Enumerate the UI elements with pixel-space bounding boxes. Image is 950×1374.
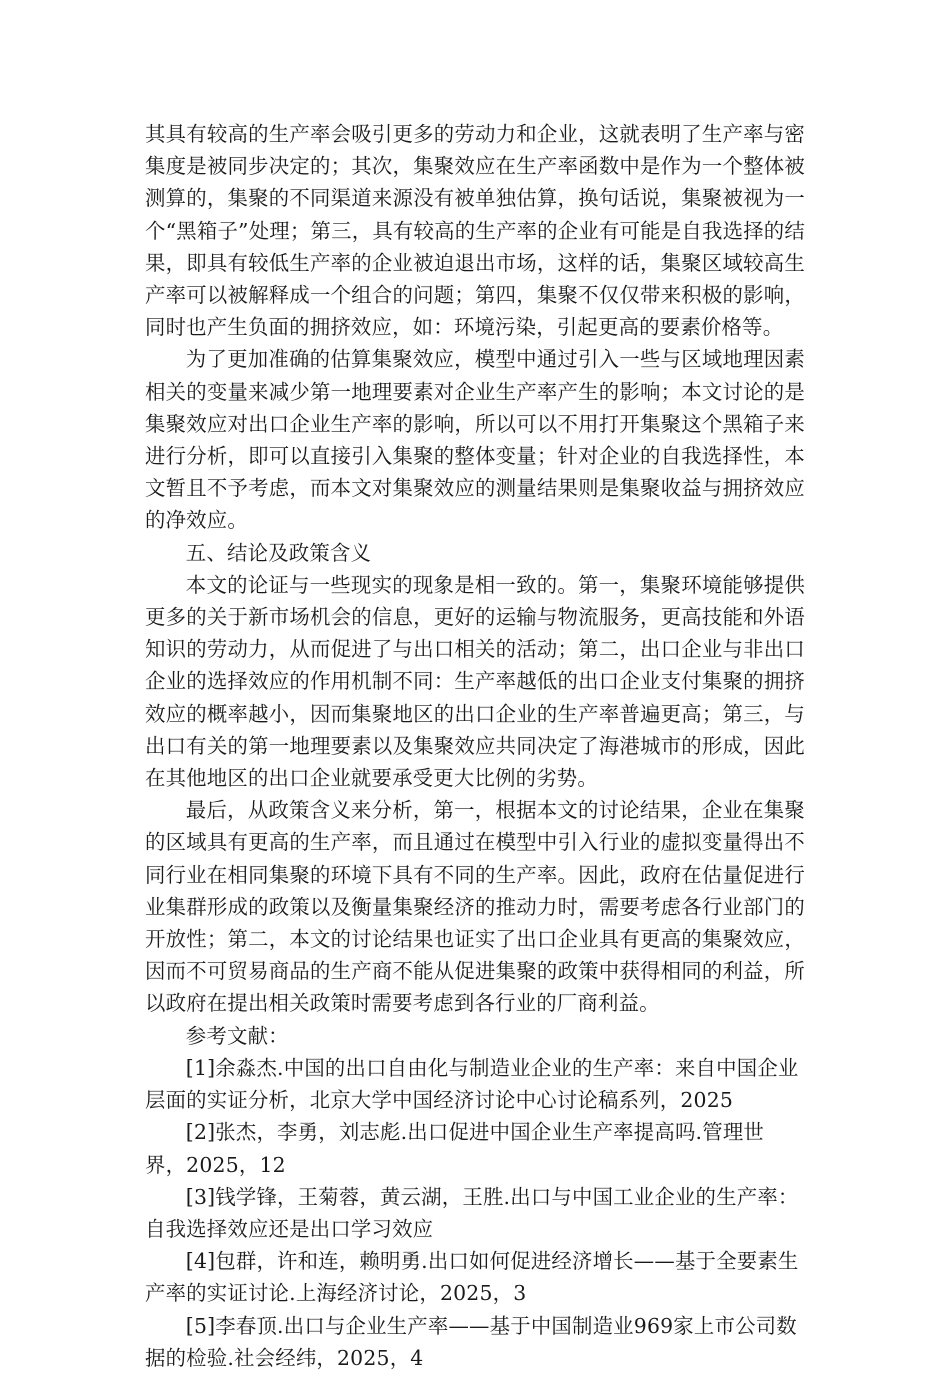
section-heading: 五、结论及政策含义: [185, 540, 372, 565]
policy-paragraph: 最后，从政策含义来分析，第一，根据本文的讨论结果，企业在集聚的区域具有更高的生产率，而且通过在模型中引入行业的虚拟变量得出不同行业在相同集聚的环境下具有不同的生产率。因此，政府在估量促进行业集群形成的政策以及衡量集聚经济的推动力时，需要考虑各行业部门的开放性；第二，本文的讨论结果也证实了出口企业具有更高的集聚效应，因而不可贸易商品的生产商不能从促进集聚的政策中获得相同的利益，所以政府在提出相关政策时需要考虑到各行业的厂商利益。: [145, 798, 805, 1016]
body-paragraph-continued: 其具有较高的生产率会吸引更多的劳动力和企业，这就表明了生产率与密集度是被同步决定的；其次，集聚效应在生产率函数中是作为一个整体被测算的，集聚的不同渠道来源没有被单独估算，换句话说，集聚被视为一个“黑箱子”处理；第三，具有较高的生产率的企业有可能是自我选择的结果，即具有较低生产率的企业被迫退出市场，这样的话，集聚区域较高生产率可以被解释成一个组合的问题；第四，集聚不仅仅带来积极的影响，同时也产生负面的拥挤效应，如：环境污染，引起更高的要素价格等。: [145, 122, 805, 340]
reference-item: [3]钱学锋，王菊蓉，黄云湖，王胜.出口与中国工业企业的生产率：自我选择效应还是出口学习效应: [145, 1184, 799, 1241]
reference-item: [1]余淼杰.中国的出口自由化与制造业企业的生产率：来自中国企业层面的实证分析，北京大学中国经济讨论中心讨论稿系列，2025: [145, 1055, 799, 1113]
reference-item: [5]李春顶.出口与企业生产率——基于中国制造业969家上市公司数据的检验.社会经纬，2025，4: [145, 1313, 797, 1370]
conclusion-paragraph: 本文的论证与一些现实的现象是相一致的。第一，集聚环境能够提供更多的关于新市场机会的信息，更好的运输与物流服务，更高技能和外语知识的劳动力，从而促进了与出口相关的活动；第二，出口企业与非出口企业的选择效应的作用机制不同：生产率越低的出口企业支付集聚的拥挤效应的概率越小，因而集聚地区的出口企业的生产率普遍更高；第三，与出口有关的第一地理要素以及集聚效应共同决定了海港城市的形成，因此在其他地区的出口企业就要承受更大比例的劣势。: [145, 572, 805, 791]
references-heading: 参考文献：: [185, 1023, 289, 1048]
document-page: [145, 118, 805, 1374]
body-paragraph: 为了更加准确的估算集聚效应，模型中通过引入一些与区域地理因素相关的变量来减少第一地理要素对企业生产率产生的影响；本文讨论的是集聚效应对出口企业生产率的影响，所以可以不用打开集聚这个黑箱子来进行分析，即可以直接引入集聚的整体变量；针对企业的自我选择性，本文暂且不予考虑，而本文对集聚效应的测量结果则是集聚收益与拥挤效应的净效应。: [145, 347, 805, 533]
reference-item: [2]张杰，李勇，刘志彪.出口促进中国企业生产率提高吗.管理世界，2025，12: [145, 1120, 764, 1177]
reference-item: [4]包群，许和连，赖明勇.出口如何促进经济增长——基于全要素生产率的实证讨论.上海经济讨论，2025，3: [145, 1249, 799, 1306]
